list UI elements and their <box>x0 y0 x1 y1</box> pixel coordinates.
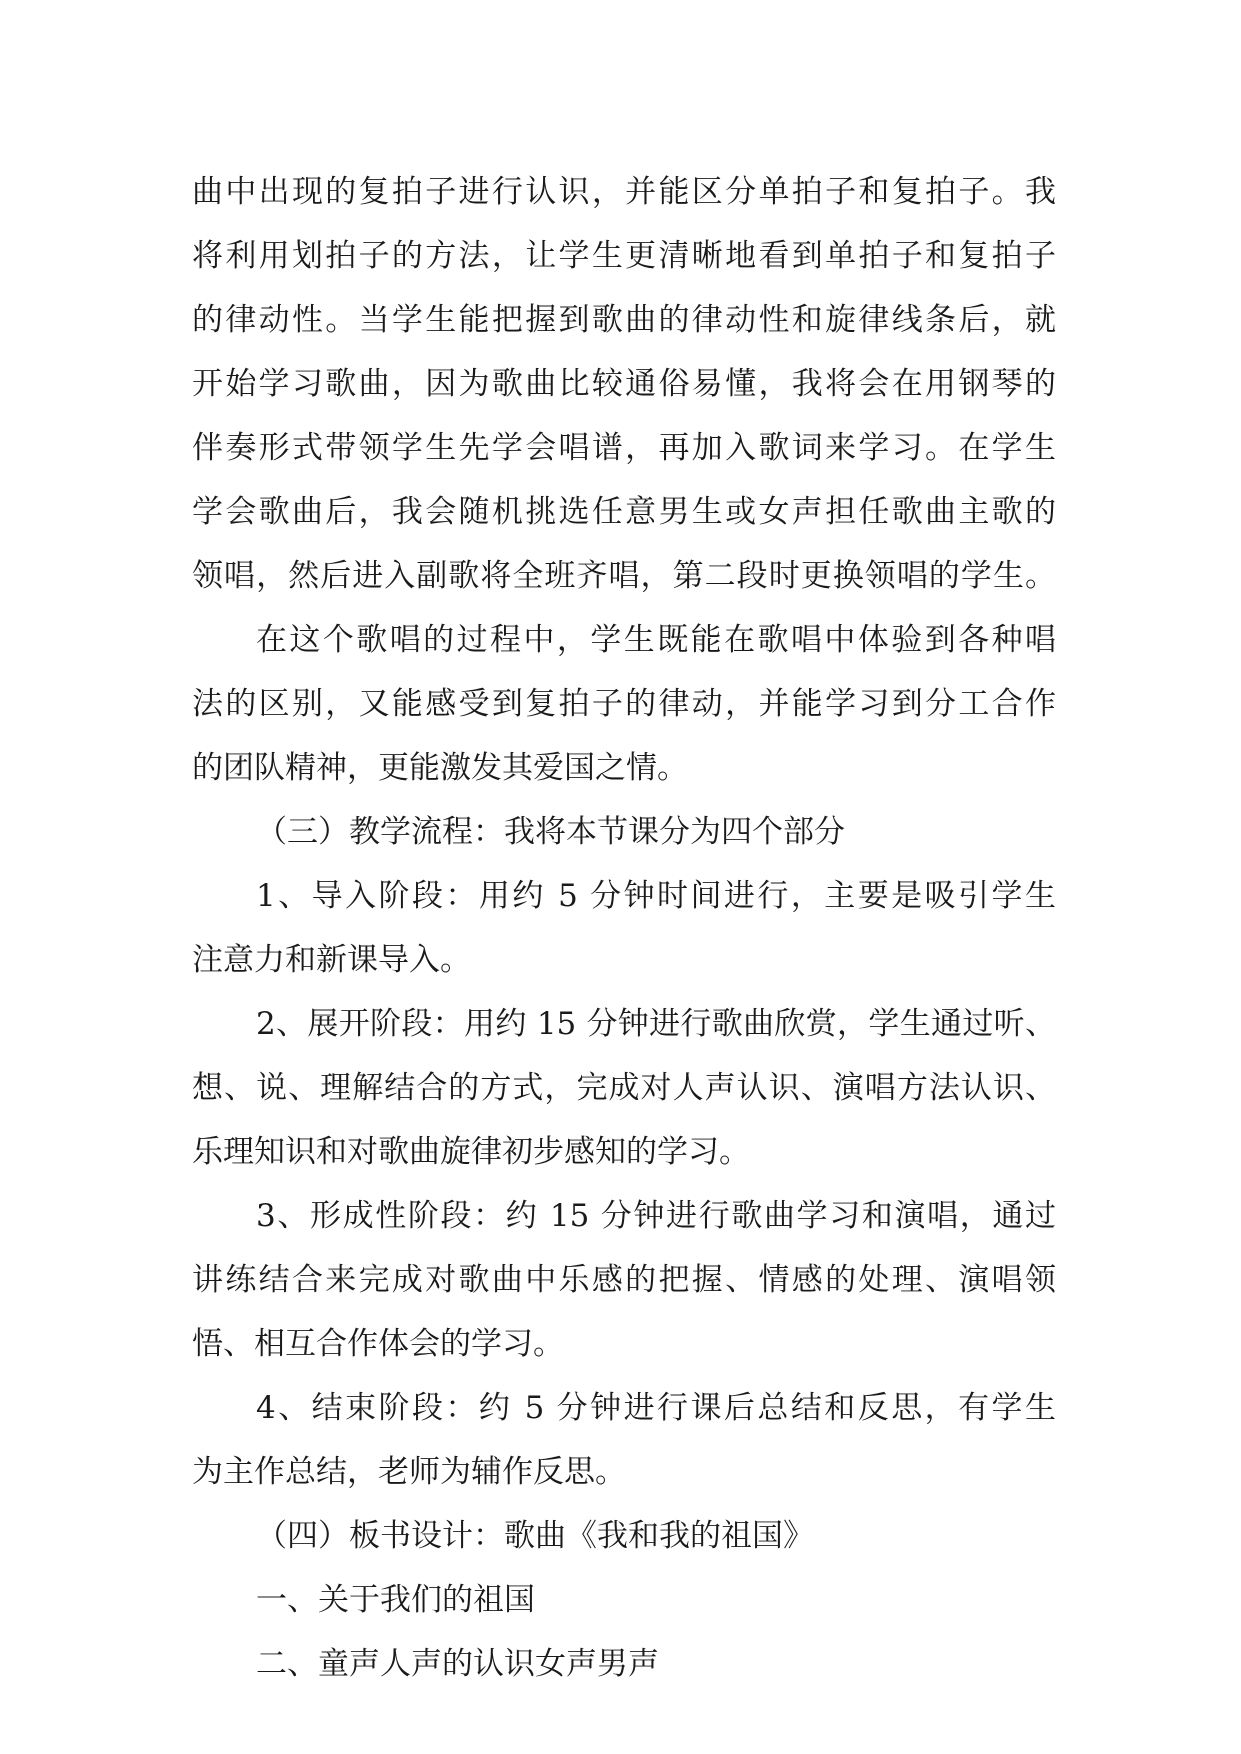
section-heading: （四）板书设计：歌曲《我和我的祖国》 <box>256 1518 814 1554</box>
text-line: 法的区别，又能感受到复拍子的律动，并能学习到分工合作 <box>192 686 1056 722</box>
text-line: 3、形成性阶段：约 15 分钟进行歌曲学习和演唱，通过 <box>256 1198 1056 1234</box>
text-line: 学会歌曲后，我会随机挑选任意男生或女声担任歌曲主歌的 <box>192 494 1056 530</box>
board-item: 一、关于我们的祖国 <box>256 1582 535 1618</box>
text-line: 伴奏形式带领学生先学会唱谱，再加入歌词来学习。在学生 <box>192 430 1056 466</box>
text-line: 曲中出现的复拍子进行认识，并能区分单拍子和复拍子。我 <box>192 174 1056 210</box>
text-line: 在这个歌唱的过程中，学生既能在歌唱中体验到各种唱 <box>256 622 1056 658</box>
text-line: 为主作总结，老师为辅作反思。 <box>192 1454 626 1490</box>
board-item: 二、童声人声的认识女声男声 <box>256 1646 659 1682</box>
text-line: 想、说、理解结合的方式，完成对人声认识、演唱方法认识、 <box>192 1070 1056 1106</box>
text-line: 将利用划拍子的方法，让学生更清晰地看到单拍子和复拍子 <box>192 238 1056 274</box>
text-line: 4、结束阶段：约 5 分钟进行课后总结和反思，有学生 <box>256 1390 1056 1426</box>
text-line: 的律动性。当学生能把握到歌曲的律动性和旋律线条后，就 <box>192 302 1056 338</box>
text-line: 2、展开阶段：用约 15 分钟进行歌曲欣赏，学生通过听、 <box>256 1006 1056 1042</box>
text-line: 领唱，然后进入副歌将全班齐唱，第二段时更换领唱的学生。 <box>192 558 1056 594</box>
body-text <box>192 160 1056 1696</box>
text-line: 悟、相互合作体会的学习。 <box>192 1326 564 1362</box>
text-line: 讲练结合来完成对歌曲中乐感的把握、情感的处理、演唱领 <box>192 1262 1056 1298</box>
text-line: 的团队精神，更能激发其爱国之情。 <box>192 750 688 786</box>
text-line: 乐理知识和对歌曲旋律初步感知的学习。 <box>192 1134 750 1170</box>
text-line: 1、导入阶段：用约 5 分钟时间进行，主要是吸引学生 <box>256 878 1056 914</box>
section-heading: （三）教学流程：我将本节课分为四个部分 <box>256 814 845 850</box>
text-line: 开始学习歌曲，因为歌曲比较通俗易懂，我将会在用钢琴的 <box>192 366 1056 402</box>
text-line: 注意力和新课导入。 <box>192 942 471 978</box>
